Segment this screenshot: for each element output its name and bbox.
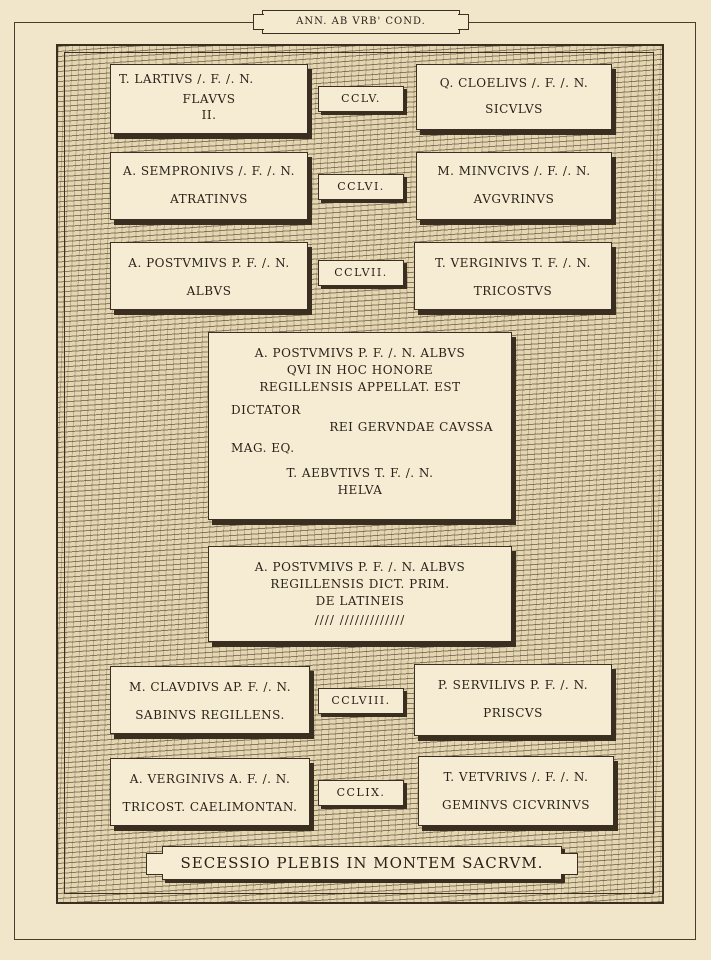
consul-name: M. CLAVDIVS AP. F. /. N.	[128, 680, 292, 694]
consul-tablet-right-257	[414, 242, 612, 310]
dictator-note-line2: REGILLENSIS APPELLAT. EST	[259, 380, 461, 394]
consul-tablet-left-259	[110, 758, 310, 826]
consul-name: T. VERGINIVS T. F. /. N.	[435, 256, 591, 270]
erased-inscription: //// /////////////	[314, 613, 406, 627]
dictator-title: DICTATOR	[231, 403, 301, 417]
year-plate-255	[318, 86, 404, 112]
consul-name: A. SEMPRONIVS /. F. /. N.	[123, 164, 295, 178]
consul-cognomen: TRICOST. CAELIMONTAN.	[122, 800, 298, 814]
consul-cognomen: FLAVVS	[182, 92, 236, 106]
dictator-note-line1: QVI IN HOC HONORE	[286, 363, 434, 377]
triumph-line3: DE LATINEIS	[315, 594, 405, 608]
consul-cognomen: GEMINVS CICVRINVS	[441, 798, 590, 812]
consul-tablet-left-257	[110, 242, 308, 310]
footer-plate	[162, 846, 562, 880]
consul-name: T. LARTIVS /. F. /. N.	[119, 72, 254, 86]
magister-cognomen: HELVA	[337, 483, 383, 497]
consul-cognomen: ATRATINVS	[170, 192, 248, 206]
consul-name: Q. CLOELIVS /. F. /. N.	[439, 76, 589, 90]
consul-name: T. VETVRIVS /. F. /. N.	[443, 770, 589, 784]
year-plate-258	[318, 688, 404, 714]
consul-name: P. SERVILIVS P. F. /. N.	[437, 678, 589, 692]
consul-tablet-left-255	[110, 64, 308, 134]
consul-name: M. MINVCIVS /. F. /. N.	[437, 164, 591, 178]
consul-cognomen: SICVLVS	[485, 102, 543, 116]
consul-tablet-right-255	[416, 64, 612, 130]
year-number: CCLV.	[341, 92, 381, 105]
header-plate	[262, 10, 460, 34]
consul-cognomen: PRISCVS	[483, 706, 543, 720]
year-number: CCLVIII.	[331, 694, 391, 707]
year-plate-259	[318, 780, 404, 806]
year-number: CCLVI.	[337, 180, 385, 193]
consul-tablet-right-259	[418, 756, 614, 826]
consul-cognomen: TRICOSTVS	[473, 284, 553, 298]
triumph-tablet	[208, 546, 512, 642]
consul-cognomen: SABINVS REGILLENS.	[135, 708, 285, 722]
consul-tablet-left-258	[110, 666, 310, 734]
consul-tablet-left-256	[110, 152, 308, 220]
year-plate-257	[318, 260, 404, 286]
magister-name: T. AEBVTIVS T. F. /. N.	[286, 466, 434, 480]
dictator-name: A. POSTVMIVS P. F. /. N. ALBVS	[254, 346, 466, 360]
triumph-name: A. POSTVMIVS P. F. /. N. ALBVS	[254, 560, 466, 574]
header-title: ANN. AB VRB' COND.	[296, 16, 426, 27]
dictator-causa: REI GERVNDAE CAVSSA	[329, 420, 493, 434]
consul-tablet-right-256	[416, 152, 612, 220]
consul-cognomen: ALBVS	[186, 284, 232, 298]
consul-cognomen: AVGVRINVS	[473, 192, 555, 206]
footer-text: SECESSIO PLEBIS IN MONTEM SACRVM.	[180, 854, 544, 872]
dictator-tablet	[208, 332, 512, 520]
year-plate-256	[318, 174, 404, 200]
year-number: CCLVII.	[334, 266, 388, 279]
consul-name: A. VERGINIVS A. F. /. N.	[129, 772, 291, 786]
year-number: CCLIX.	[336, 786, 386, 799]
consul-name: A. POSTVMIVS P. F. /. N.	[128, 256, 290, 270]
triumph-line2: REGILLENSIS DICT. PRIM.	[270, 577, 450, 591]
consul-iteration: II.	[201, 108, 217, 122]
consul-tablet-right-258	[414, 664, 612, 736]
magister-title: MAG. EQ.	[231, 441, 295, 455]
